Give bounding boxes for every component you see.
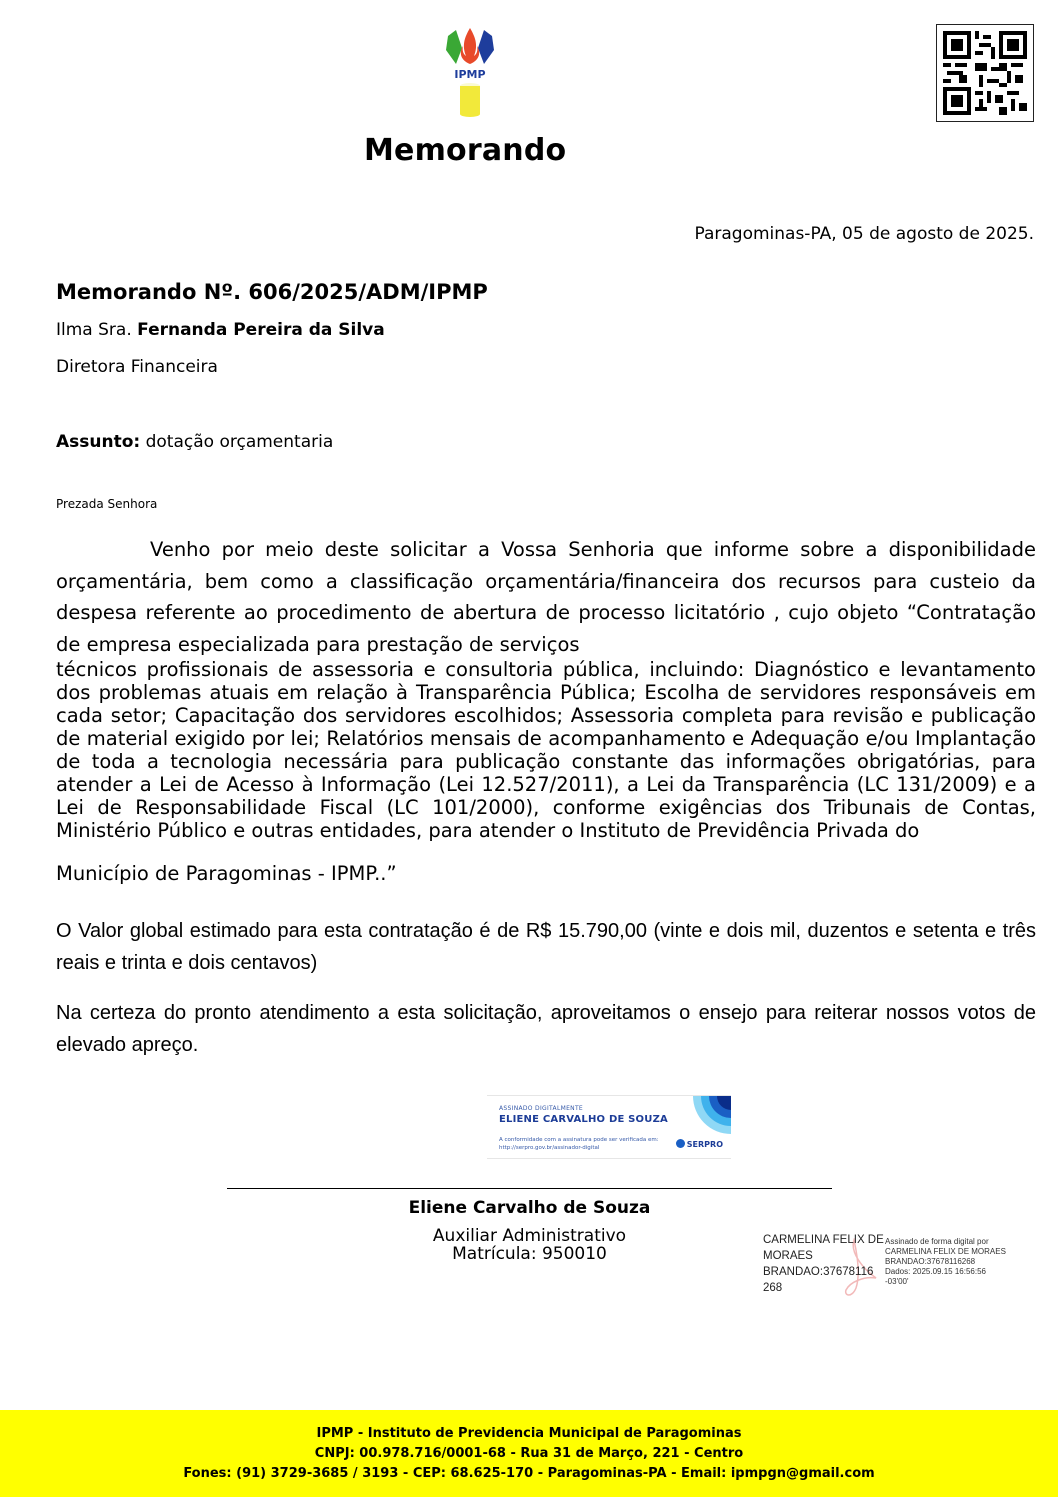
serpro-brand: SERPRO [686,1140,723,1149]
document-title: Memorando [364,133,567,168]
ipmp-logo-icon [438,26,502,122]
subject-value: dotação orçamentaria [145,432,334,452]
stamp-signer-name: ELIENE CARVALHO DE SOUZA [499,1114,668,1125]
footer [0,1410,1058,1497]
recipient-role: Diretora Financeira [56,357,218,377]
stamp-label: ASSINADO DIGITALMENTE [499,1105,584,1112]
body-paragraph-1-part-2: técnicos profissionais de assessoria e consultoria pública, incluindo: Diagnóstico e levantamento dos problemas atuais em relação à Transparência Pública; Escolha de servidores responsáveis em cada setor; Capacitação dos servidores escolhidos; Assessoria completa para revisão e publicação de material exigido por lei; Relatórios mensais de acompanhamento e Adequação e/ou Implantação de toda a tecnologia necessária para publicação constante das informações obrigatórias, para atender a Lei de Acesso à Informação (Lei 12.527/2011), a Lei da Transparência (LC 131/2009) e a Lei de Responsabilidade Fiscal (LC 101/2000), conforme exigências dos Tribunais de Contas, Ministério Público e outras entidades, para atender o Instituto de Previdência Privada do [56,658,1036,842]
greeting: Prezada Senhora [56,497,158,511]
footer-address: CNPJ: 00.978.716/0001-68 - Rua 31 de Março, 221 - Centro [314,1446,744,1461]
body-text: Venho por meio deste solicitar a Vossa Senhoria que informe sobre a disponibilidade orçamentária, bem como a classificação orçamentária/financeira dos recursos para custeio da despesa referente ao procedimento de abertura de processo licitatório , cujo objeto “Contratação de empresa especializada para prestação de serviços [56,538,1036,656]
digital-signer-line: BRANDAO:37678116 [763,1266,874,1278]
digital-signature-details [885,1237,1025,1287]
signer-role: Auxiliar Administrativo [432,1226,627,1246]
signer-role-block [227,1227,832,1263]
recipient [56,320,385,340]
stamp-verify-line: A conformidade com a assinatura pode ser verificada em: [499,1137,659,1143]
digital-signature-detail: CARMELINA FELIX DE MORAES [885,1247,1006,1256]
digital-signer-line: 268 [763,1282,783,1294]
footer-contact: Fones: (91) 3729-3685 / 3193 - CEP: 68.625-170 - Paragominas-PA - Email: ipmpgn@gmail.com [183,1466,875,1481]
footer-institution: IPMP - Instituto de Previdencia Municipal de Paragominas [316,1426,742,1441]
digital-signature-timezone: -03'00' [885,1277,909,1286]
date-line: Paragominas-PA, 05 de agosto de 2025. [694,224,1034,244]
recipient-prefix: Ilma Sra. [56,320,132,340]
svg-text:IPMP: IPMP [454,68,486,81]
signer-registration: Matrícula: 950010 [452,1244,607,1264]
digital-signer-line: CARMELINA FELIX DE [763,1234,884,1246]
digital-signature-detail: Assinado de forma digital por [885,1237,989,1246]
ipmp-logo [438,26,502,122]
digital-signer-line: MORAES [763,1250,813,1262]
digital-signature-stamp [487,1095,731,1159]
serpro-icon [676,1139,685,1148]
body-paragraph-closing: Na certeza do pronto atendimento a esta solicitação, aproveitamos o ensejo para reiterar nossos votos de elevado apreço. [56,1002,1036,1056]
stamp-verify-text [499,1136,659,1152]
digital-signer-name [763,1232,885,1296]
digital-signature-detail: BRANDAO:37678116268 [885,1257,976,1266]
subject-line [56,432,333,452]
qr-code [936,24,1034,122]
serpro-logo [676,1139,723,1149]
recipient-name: Fernanda Pereira da Silva [137,320,385,340]
body-paragraph-value: O Valor global estimado para esta contratação é de R$ 15.790,00 (vinte e dois mil, duzentos e setenta e três reais e trinta e dois centavos) [56,920,1036,974]
body-paragraph-1-part-1 [56,534,1036,660]
digital-signature-timestamp: Dados: 2025.09.15 16:56:56 [885,1267,986,1276]
signer-name: Eliene Carvalho de Souza [408,1198,651,1218]
body-paragraph-1-part-3: Município de Paragominas - IPMP..” [56,862,397,885]
stamp-arcs-icon [691,1096,731,1136]
subject-label: Assunto: [56,432,141,452]
memo-number: Memorando Nº. 606/2025/ADM/IPMP [56,280,488,304]
stamp-verify-url: http://serpro.gov.br/assinador-digital [499,1145,600,1151]
qr-code-icon [943,31,1027,115]
signature-line [227,1188,832,1189]
